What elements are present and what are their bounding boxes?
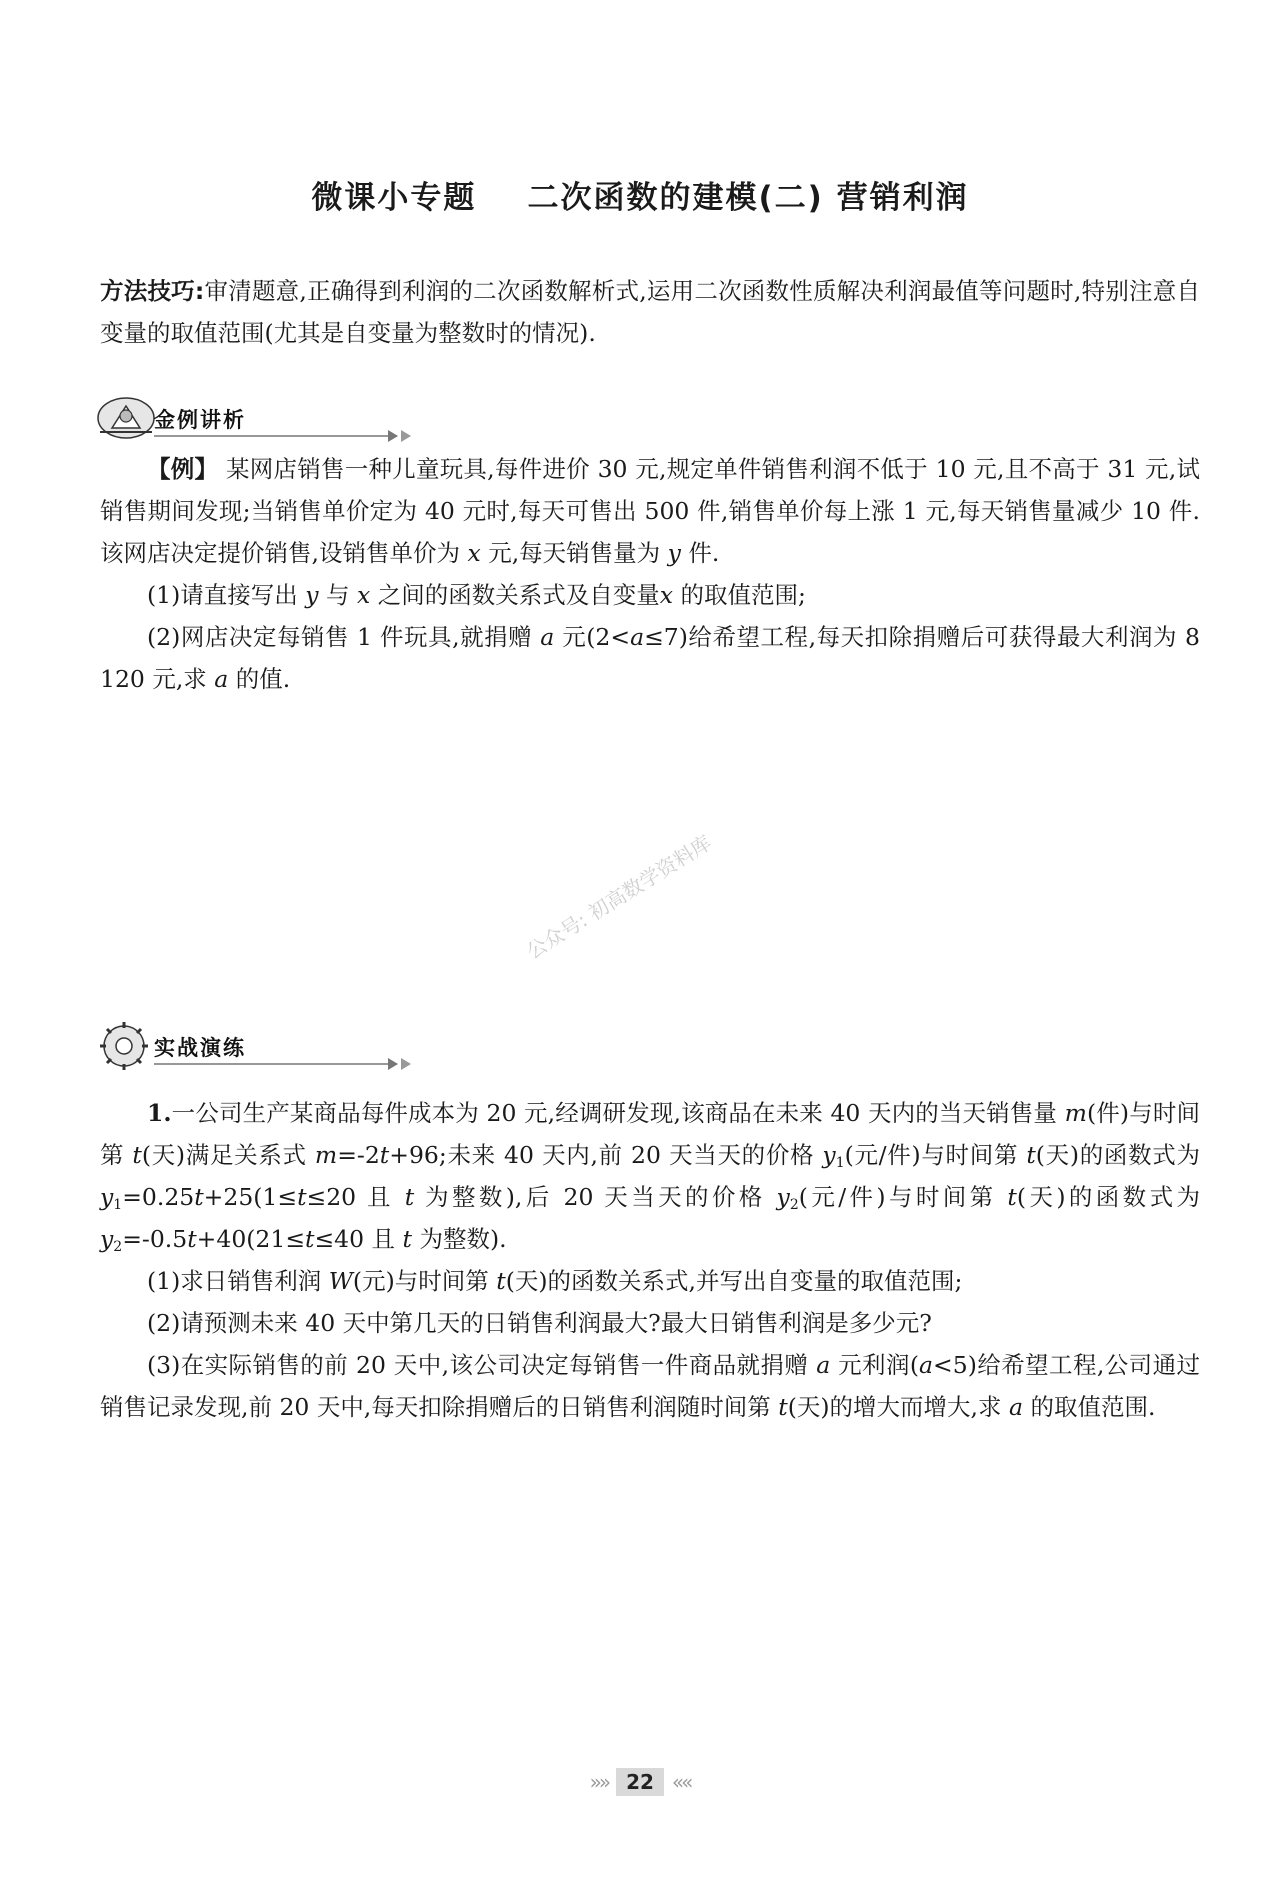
math-var: t [305,1225,315,1253]
math-var: y [776,1183,790,1211]
math-var: m [1064,1099,1087,1127]
section-label-example: 金例讲析 [154,408,246,432]
math-var: t [496,1267,506,1295]
method-tips [100,270,1200,354]
math-var: t [379,1141,390,1169]
math-var: t [402,1225,412,1253]
math-var: t [1026,1141,1036,1169]
math-var: x [659,581,674,609]
example-question-1: (1)请直接写出 y 与 x 之间的函数关系式及自变量x 的取值范围; [147,581,806,609]
example-text: 件. [680,539,720,567]
page-title: 微课小专题 二次函数的建模(二) 营销利润 [311,180,969,216]
example-question-2: (2)网店决定每销售 1 件玩具,就捐赠 a 元(2<a≤7)给希望工程,每天扣除捐赠后可获得最大利润为 8 120 元,求 a 的值. [100,623,1201,693]
math-var: W [328,1267,353,1295]
math-var: y [305,581,319,609]
math-var: a [816,1351,831,1379]
practice-question-1: (1)求日销售利润 W(元)与时间第 t(天)的函数关系式,并写出自变量的取值范围; [147,1267,963,1295]
page-number-footer [0,1768,1280,1796]
math-var: t [187,1225,197,1253]
math-var: a [1009,1393,1024,1421]
math-var: a [214,665,229,693]
example-text: 某网店销售一种儿童玩具,每件进价 30 元,规定单件销售利润不低于 10 元,且不高于 31 元,试销售期间发现;当销售单价定为 40 元时,每天可售出 500 件,销售单价每上涨 1 元,每天销售量减少 10 件.该网店决定提价销售,设销售单价为 [100,455,1200,567]
example-text: 元,每天销售量为 [480,539,668,567]
practice-question-3: (3)在实际销售的前 20 天中,该公司决定每销售一件商品就捐赠 a 元利润(a<5)给希望工程,公司通过销售记录发现,前 20 天中,每天扣除捐赠后的日销售利润随时间第 t(天)的增大而增大,求 a 的取值范围. [100,1351,1201,1421]
example-tag: 【例】 [147,455,219,483]
math-var: m [314,1141,338,1169]
gear-puzzle-icon [92,1020,422,1070]
example-problem [100,448,1200,700]
section-header-practice [92,1020,352,1070]
method-tips-lead: 方法技巧: [100,277,205,305]
method-tips-text: 审清题意,正确得到利润的二次函数解析式,运用二次函数性质解决利润最值等问题时,特别注意自变量的取值范围(尤其是自变量为整数时的情况). [100,277,1200,347]
math-var: a [919,1351,934,1379]
math-var: y [822,1141,836,1169]
math-var: t [194,1183,204,1211]
section-label-practice: 实战演练 [154,1036,246,1060]
math-var: t [404,1183,415,1211]
chevrons-left-icon: «« [671,1770,691,1794]
math-var: a [630,623,645,651]
problem-number: 1. [147,1099,172,1127]
math-var: y [667,539,681,567]
math-var: t [132,1141,142,1169]
practice-question-2: (2)请预测未来 40 天中第几天的日销售利润最大?最大日销售利润是多少元? [147,1309,932,1337]
math-var: t [778,1393,788,1421]
page-number: 22 [616,1768,664,1796]
lightbulb-book-icon [92,392,422,442]
watermark: 公众号: 初高数学资料库 [522,830,716,964]
math-var: y [100,1183,114,1211]
math-var: t [297,1183,307,1211]
chevrons-right-icon: »» [589,1770,609,1794]
math-var: x [467,539,481,567]
math-var: x [357,581,371,609]
practice-problem-1: 1.一公司生产某商品每件成本为 20 元,经调研发现,该商品在未来 40 天内的当天销售量 m(件)与时间第 t(天)满足关系式 m=-2t+96;未来 40 天内,前 20 天当天的价格 $y_1$(元/件)与时间第 t(天)的函数式为 $y_1=0.25t+25(1\le t\le 20$ 且 t 为整数),后 20 天当天的价格 $y_2$(元/件)与时间第 t(天)的函数式为 $y_2=-0.5t+40(21\le t\le 40$ 且 t 为整数). (1)求日销售利润 W(元)与时间第 t(天)的函数关系式,并写出自变量的取值范围; (2)请预测未来 40 天中第几天的日销售利润最大?最大日销售利润是多少元? (3)在实际销售的前 20 天中,该公司决定每销售一件商品就捐赠 a 元利润(a<5)给希望工程,公司通过销售记录发现,前 20 天中,每天扣除捐赠后的日销售利润随时间第 t(天)的增大而增大,求 a 的取值范围. [100,1092,1200,1428]
math-var: a [540,623,555,651]
section-header-example [92,392,352,442]
math-var: y [100,1225,114,1253]
math-var: t [1007,1183,1017,1211]
